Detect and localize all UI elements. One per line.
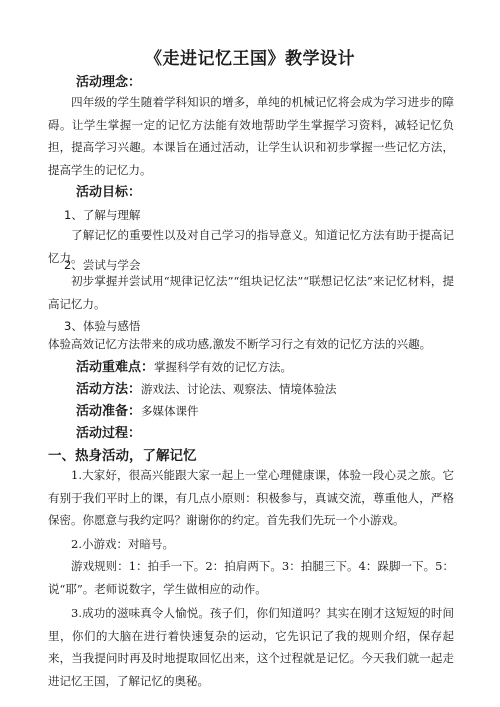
key-points-label: 活动重难点： bbox=[76, 360, 155, 375]
methods-text: 游戏法、讨论法、观察法、情境体验法 bbox=[141, 382, 337, 396]
methods-row bbox=[76, 378, 337, 397]
key-points-row bbox=[76, 356, 292, 375]
section-1-para-4-text: 3.成功的滋味真令人愉悦。孩子们，你们知道吗？其实在刚才这短短的时间里，你们的大脑在进行着快速复杂的运动，它先识记了我的规则介绍，保存起来，当我提问时再及时地提取回忆出来，这个过程就是记忆。今天我们就一起走进记忆王国，了解记忆的奥秘。 bbox=[48, 606, 454, 688]
methods-label: 活动方法： bbox=[76, 382, 142, 397]
concept-heading: 活动理念： bbox=[76, 75, 142, 90]
document-title: 《走进记忆王国》教学设计 bbox=[145, 49, 355, 69]
concept-text: 四年级的学生随着学科知识的增多，单纯的机械记忆将会成为学习进步的障碍。让学生掌握一定的记忆方法能有效地帮助学生掌握学习资料，减轻记忆负担，提高学习兴趣。本课旨在通过活动，让学生认识和初步掌握一些记忆方法，提高学生的记忆力。 bbox=[48, 95, 454, 177]
goal-2-label: 2、尝试与学会 bbox=[64, 258, 141, 272]
section-1-para-1 bbox=[48, 464, 454, 532]
section-1-para-4 bbox=[48, 602, 454, 692]
prep-text: 多媒体课件 bbox=[141, 404, 199, 418]
section-1-para-1-text: 1.大家好，很高兴能跟大家一起上一堂心理健康课，体验一段心灵之旅。它有别于我们平时上的课，有几点小原则：积极参与，真诚交流，尊重他人，严格保密。你愿意与我约定吗？谢谢你的约定。首先我们先玩一个小游戏。 bbox=[48, 468, 454, 527]
goal-1-text: 了解记忆的重要性以及对自己学习的指导意义。知道记忆方法有助于提高记忆力。 bbox=[48, 228, 454, 265]
section-1-para-2-text: 2.小游戏：对暗号。 bbox=[71, 537, 174, 551]
goal-3-label: 3、体验与感悟 bbox=[64, 319, 141, 333]
goal-2-text: 初步掌握并尝试用“规律记忆法”“组块记忆法”“联想记忆法”来记忆材料，提高记忆力。 bbox=[48, 274, 454, 311]
section-1-para-3-text: 游戏规则：1：拍手一下。2：拍肩两下。3：拍腿三下。4：跺脚一下。5：说“耶”。老师说数字，学生做相应的动作。 bbox=[48, 559, 454, 596]
section-1-para-3 bbox=[48, 555, 454, 600]
goal-1-label: 1、了解与理解 bbox=[64, 208, 141, 222]
goal-3-text: 体验高效记忆方法带来的成功感,激发不断学习行之有效的记忆方法的兴趣。 bbox=[48, 337, 432, 351]
section-1-para-2 bbox=[48, 533, 454, 556]
key-points-text: 掌握科学有效的记忆方法。 bbox=[154, 360, 293, 374]
section-1-heading: 一、热身活动，了解记忆 bbox=[48, 448, 197, 464]
process-heading: 活动过程： bbox=[76, 426, 142, 441]
goal-3-paragraph bbox=[48, 333, 454, 356]
goals-heading: 活动目标： bbox=[76, 185, 142, 200]
concept-paragraph bbox=[48, 91, 454, 181]
prep-row bbox=[76, 400, 199, 419]
prep-label: 活动准备： bbox=[76, 404, 142, 419]
goal-2-paragraph bbox=[48, 270, 454, 315]
